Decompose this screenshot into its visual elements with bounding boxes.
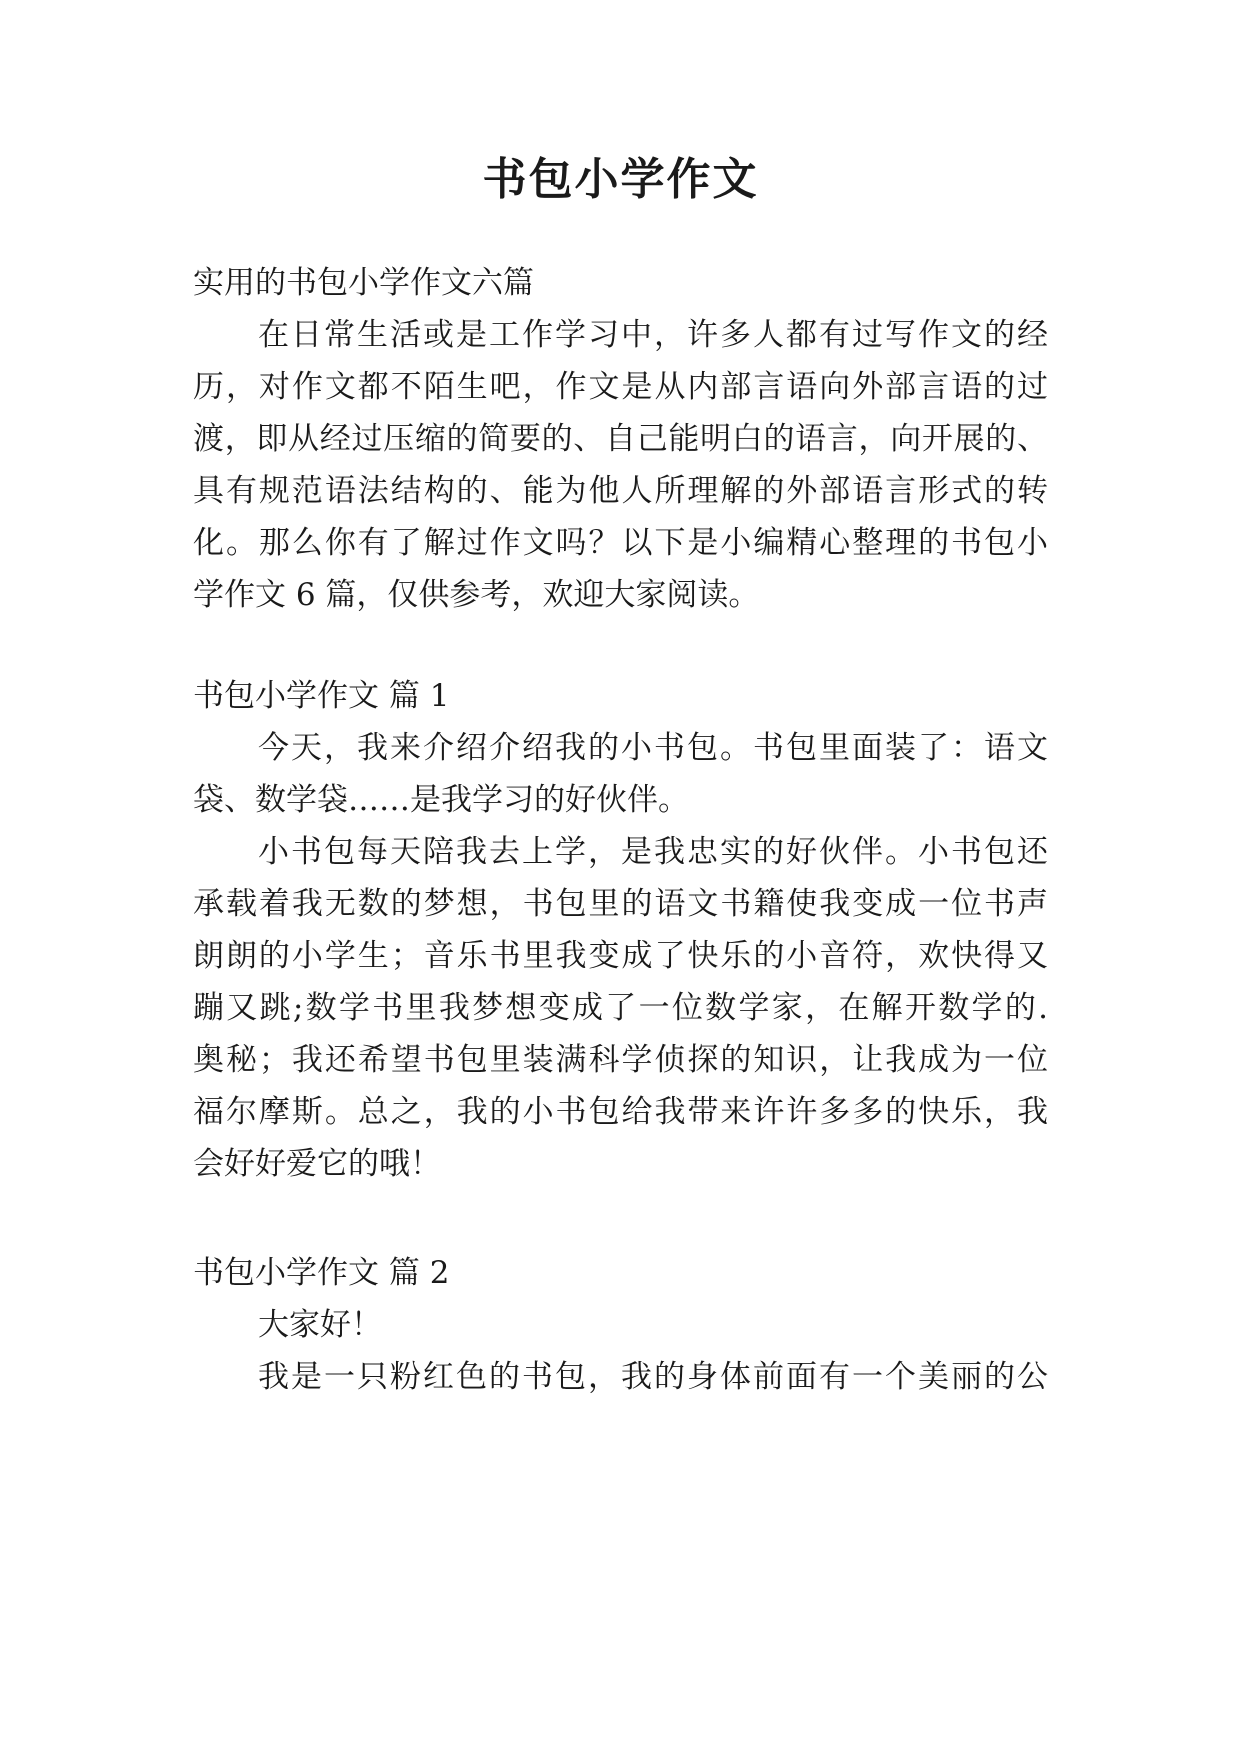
document-subtitle: 实用的书包小学作文六篇 (193, 265, 534, 301)
intro-line: 渡，即从经过压缩的简要的、自己能明白的语言，向开展的、 (193, 421, 1048, 457)
intro-line: 历，对作文都不陌生吧，作文是从内部言语向外部言语的过 (193, 369, 1048, 405)
essay-1-line: 袋、数学袋……是我学习的好伙伴。 (193, 782, 689, 818)
intro-line: 化。那么你有了解过作文吗？以下是小编精心整理的书包小 (193, 525, 1048, 561)
essay-2-heading: 书包小学作文 篇 2 (193, 1255, 450, 1291)
essay-1-line: 蹦又跳;数学书里我梦想变成了一位数学家，在解开数学的. (193, 990, 1048, 1026)
essay-1-line: 福尔摩斯。总之，我的小书包给我带来许许多多的快乐，我 (193, 1094, 1048, 1130)
essay-1-line: 今天，我来介绍介绍我的小书包。书包里面装了：语文 (258, 730, 1048, 766)
document-title: 书包小学作文 (482, 154, 759, 205)
intro-line: 学作文 6 篇，仅供参考，欢迎大家阅读。 (193, 577, 760, 613)
essay-1-line: 承载着我无数的梦想，书包里的语文书籍使我变成一位书声 (193, 886, 1048, 922)
essay-1-line: 奥秘；我还希望书包里装满科学侦探的知识，让我成为一位 (193, 1042, 1048, 1078)
intro-line: 在日常生活或是工作学习中，许多人都有过写作文的经 (258, 317, 1048, 353)
essay-2-line: 我是一只粉红色的书包，我的身体前面有一个美丽的公 (258, 1359, 1048, 1395)
essay-1-line: 会好好爱它的哦！ (193, 1146, 441, 1182)
essay-1-line: 朗朗的小学生；音乐书里我变成了快乐的小音符，欢快得又 (193, 938, 1048, 974)
essay-1-heading: 书包小学作文 篇 1 (193, 678, 450, 714)
intro-line: 具有规范语法结构的、能为他人所理解的外部语言形式的转 (193, 473, 1048, 509)
essay-2-line: 大家好！ (258, 1307, 382, 1343)
essay-1-line: 小书包每天陪我去上学，是我忠实的好伙伴。小书包还 (258, 834, 1048, 870)
